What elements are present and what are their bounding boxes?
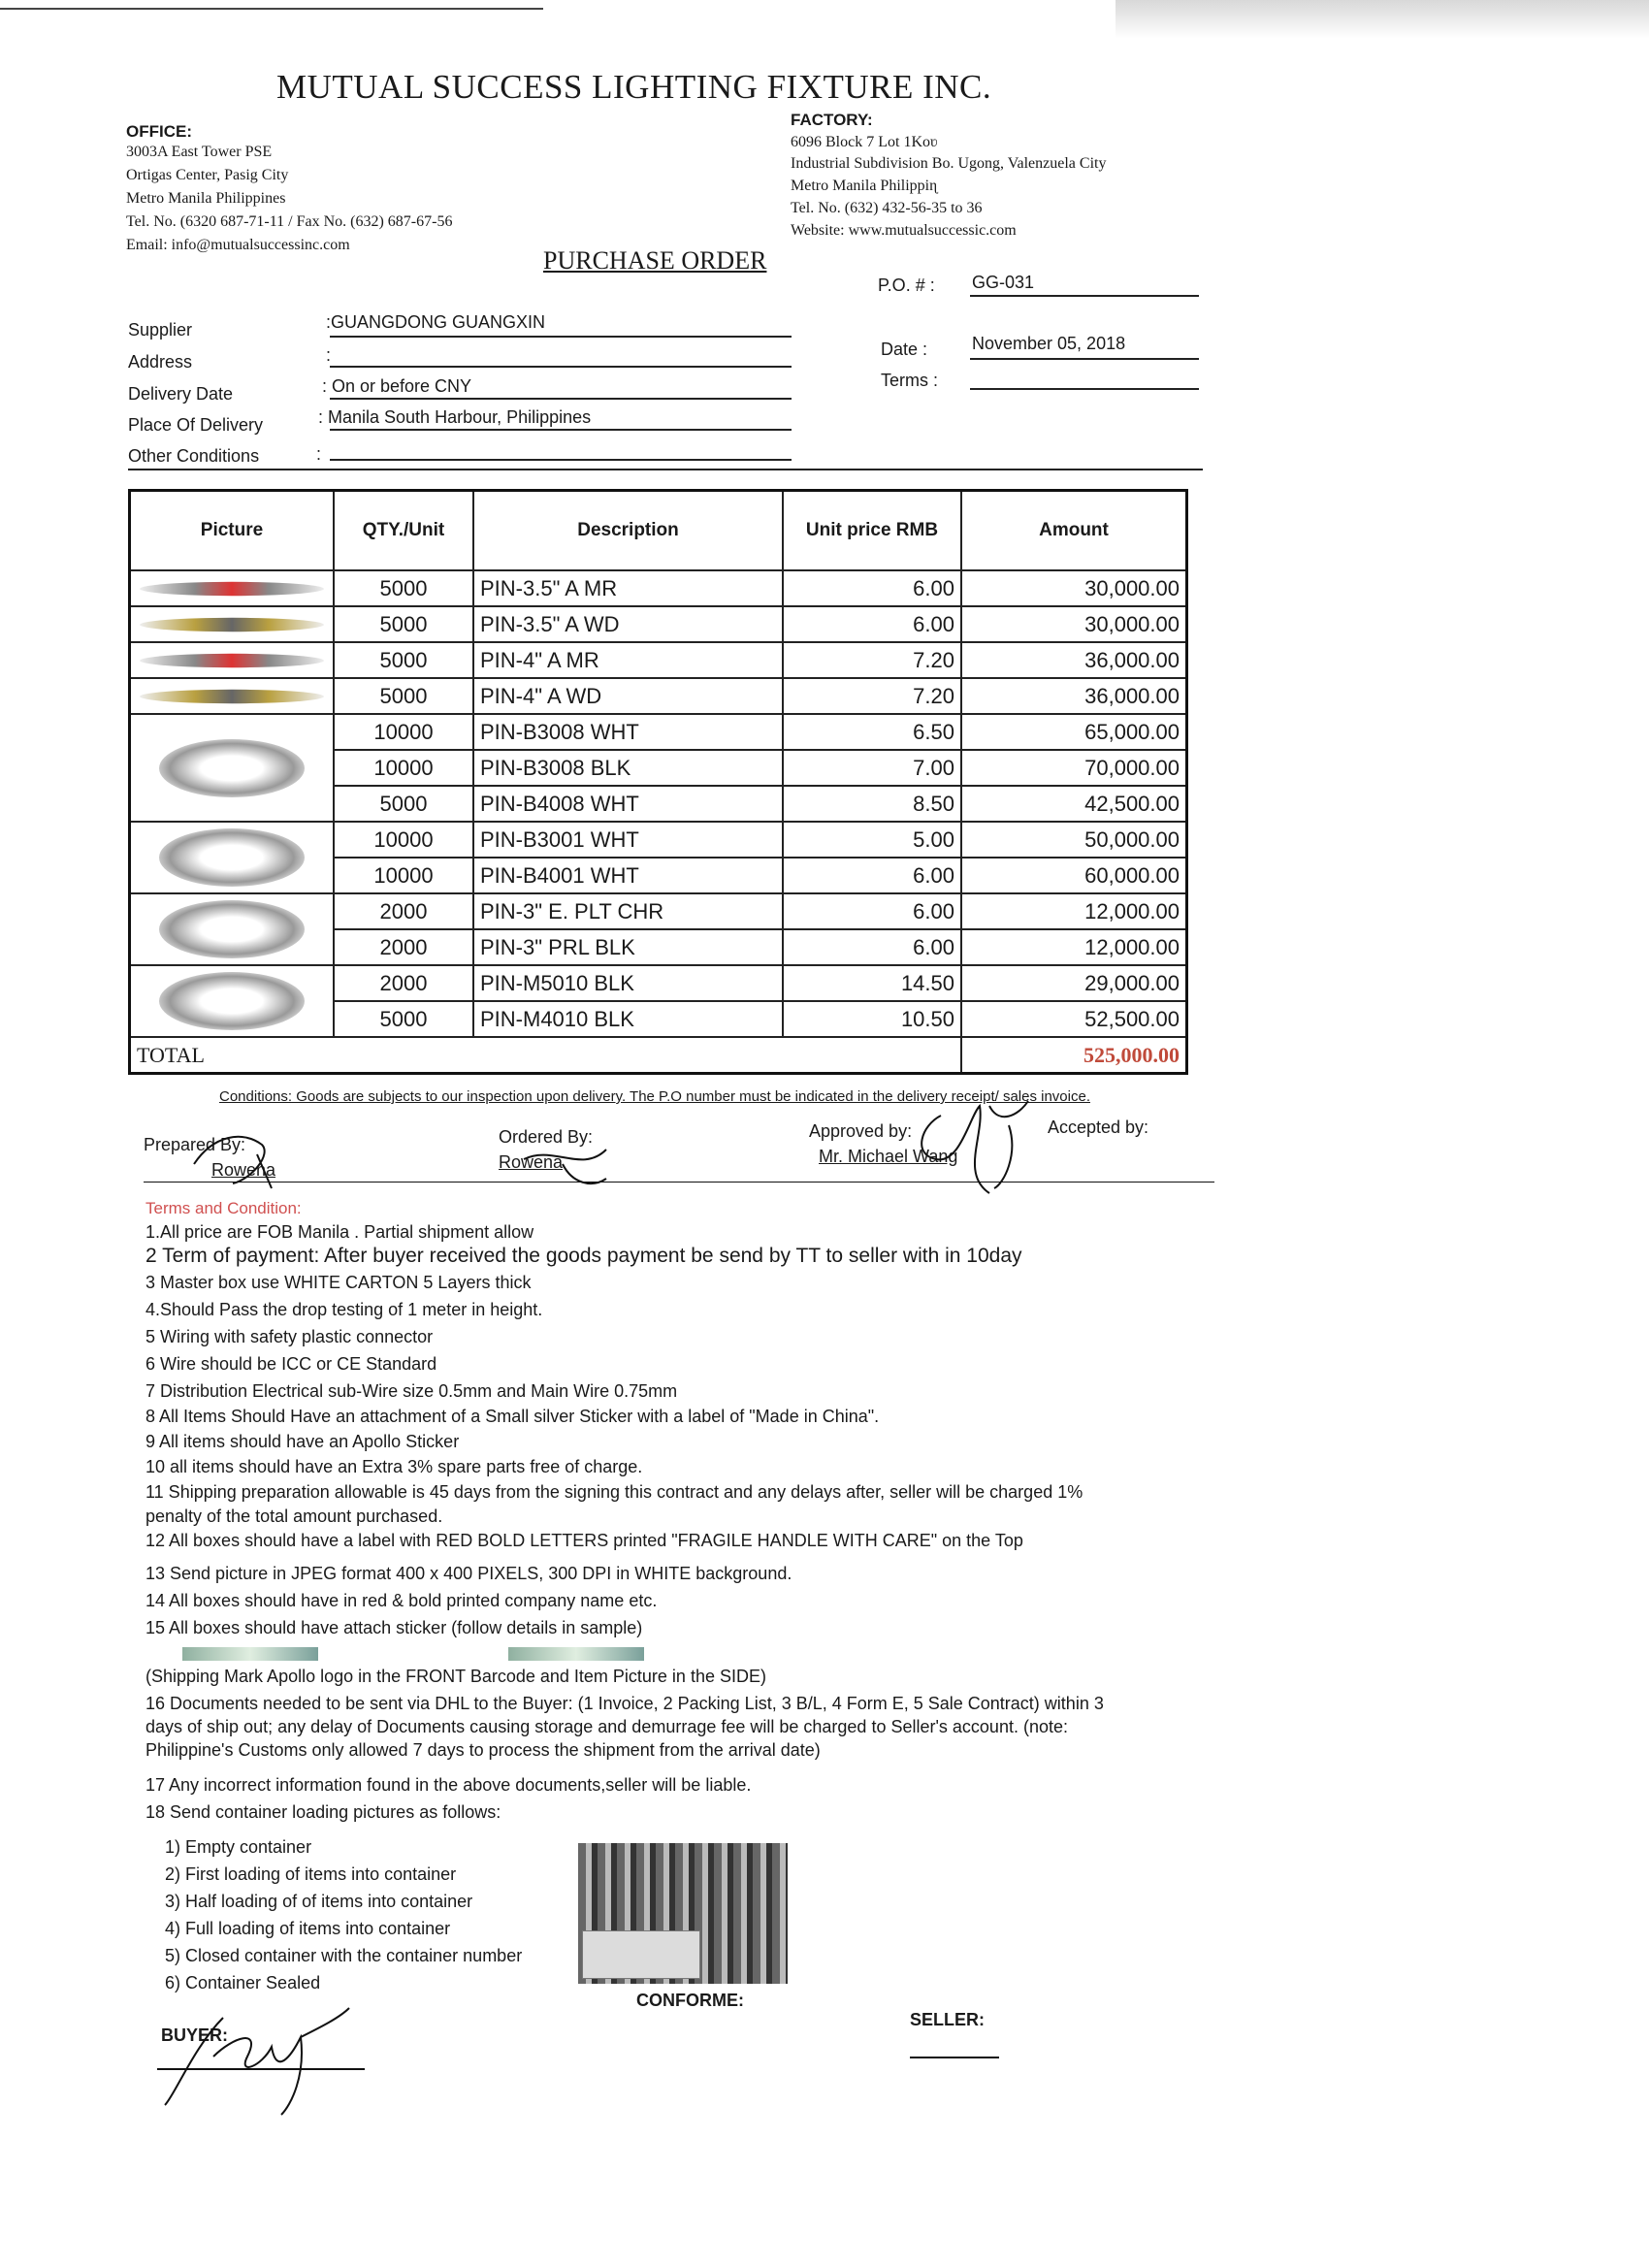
qty-cell: 5000 xyxy=(334,570,473,606)
term-item: 7 Distribution Electrical sub-Wire size 0.5mm and Main Wire 0.75mm xyxy=(146,1381,678,1401)
amount-cell: 30,000.00 xyxy=(961,606,1187,642)
table-row xyxy=(130,642,1187,678)
term-item: 14 All boxes should have in red & bold printed company name etc. xyxy=(146,1591,658,1610)
col-unit-price: Unit price RMB xyxy=(783,491,961,571)
term-item: 3 Master box use WHITE CARTON 5 Layers thick xyxy=(146,1273,532,1292)
seller-label: SELLER: xyxy=(910,2010,986,2029)
unit-price-cell: 10.50 xyxy=(783,1001,961,1037)
product-image xyxy=(130,678,335,714)
ordered-by-name: Rowena xyxy=(499,1152,564,1172)
signature-ordered xyxy=(514,1125,621,1193)
place-of-delivery-label: Place Of Delivery xyxy=(128,415,264,435)
amount-cell: 60,000.00 xyxy=(961,858,1187,893)
terms-label: Terms : xyxy=(881,371,939,390)
term-item: 5 Wiring with safety plastic connector xyxy=(146,1327,434,1346)
term-item: 3) Half loading of of items into container xyxy=(165,1892,473,1911)
factory-line: Website: www.mutualsuccessic.com xyxy=(791,222,1017,239)
unit-price-cell: 7.20 xyxy=(783,642,961,678)
terms-heading: Terms and Condition: xyxy=(146,1199,302,1217)
table-row xyxy=(130,965,1187,1001)
downlight-image xyxy=(159,739,305,797)
term-item: 16 Documents needed to be sent via DHL to the Buyer: (1 Invoice, 2 Packing List, 3 B/L, 4 Form E, 5 Sale Contract) within 3 xyxy=(146,1694,1104,1713)
unit-price-cell: 6.00 xyxy=(783,893,961,929)
amount-cell: 42,500.00 xyxy=(961,786,1187,822)
unit-price-cell: 7.20 xyxy=(783,678,961,714)
qty-cell: 2000 xyxy=(334,893,473,929)
desc-cell: PIN-3.5" A WD xyxy=(473,606,783,642)
desc-cell: PIN-M4010 BLK xyxy=(473,1001,783,1037)
items-table xyxy=(128,489,1188,1075)
qty-cell: 5000 xyxy=(334,786,473,822)
amount-cell: 12,000.00 xyxy=(961,893,1187,929)
downlight-image xyxy=(159,900,305,958)
unit-price-cell: 7.00 xyxy=(783,750,961,786)
desc-cell: PIN-3.5" A MR xyxy=(473,570,783,606)
unit-price-cell: 6.00 xyxy=(783,606,961,642)
qty-cell: 5000 xyxy=(334,606,473,642)
amount-cell: 30,000.00 xyxy=(961,570,1187,606)
downlight-image xyxy=(159,972,305,1030)
company-name: MUTUAL SUCCESS LIGHTING FIXTURE INC. xyxy=(276,68,992,106)
accepted-by-label: Accepted by: xyxy=(1048,1118,1149,1137)
amount-cell: 50,000.00 xyxy=(961,822,1187,858)
term-item: (Shipping Mark Apollo logo in the FRONT Barcode and Item Picture in the SIDE) xyxy=(146,1667,766,1686)
term-item: 17 Any incorrect information found in the above documents,seller will be liable. xyxy=(146,1775,752,1795)
product-image xyxy=(130,822,335,893)
place-of-delivery-value: : Manila South Harbour, Philippines xyxy=(318,407,592,427)
col-amount: Amount xyxy=(961,491,1187,571)
date-label: Date : xyxy=(881,340,928,359)
prepared-by-name: Rowena xyxy=(211,1160,276,1180)
table-row xyxy=(130,570,1187,606)
approved-by-label: Approved by: xyxy=(809,1121,913,1141)
office-line: Ortigas Center, Pasig City xyxy=(126,167,289,183)
desc-cell: PIN-3" PRL BLK xyxy=(473,929,783,965)
amount-cell: 29,000.00 xyxy=(961,965,1187,1001)
factory-line: Industrial Subdivision Bo. Ugong, Valenzuela City xyxy=(791,155,1107,172)
conditions-note: Conditions: Goods are subjects to our inspection upon delivery. The P.O number must be indicated in the delivery receipt/ sales invoice. xyxy=(219,1088,1090,1105)
term-item: 5) Closed container with the container number xyxy=(165,1946,523,1965)
qty-cell: 10000 xyxy=(334,750,473,786)
office-line: Metro Manila Philippines xyxy=(126,190,286,207)
table-row xyxy=(130,714,1187,750)
term-item: 12 All boxes should have a label with RED BOLD LETTERS printed "FRAGILE HANDLE WITH CARE" on the Top xyxy=(146,1531,1023,1550)
product-image xyxy=(130,642,335,678)
amount-cell: 12,000.00 xyxy=(961,929,1187,965)
buyer-label: BUYER: xyxy=(161,2025,229,2045)
unit-price-cell: 6.50 xyxy=(783,714,961,750)
total-label: TOTAL xyxy=(130,1037,962,1074)
term-item: 18 Send container loading pictures as follows: xyxy=(146,1802,501,1822)
downlight-image xyxy=(140,653,324,666)
qty-cell: 10000 xyxy=(334,714,473,750)
sticker-sample-image xyxy=(508,1647,644,1661)
supplier-underline xyxy=(330,336,792,338)
downlight-image xyxy=(140,689,324,702)
term-item: penalty of the total amount purchased. xyxy=(146,1507,443,1526)
unit-price-cell: 14.50 xyxy=(783,965,961,1001)
container-boxes-photo xyxy=(582,1930,700,1979)
col-qty: QTY./Unit xyxy=(334,491,473,571)
signature-prepared xyxy=(175,1125,291,1193)
po-number-label: P.O. # : xyxy=(878,275,935,295)
qty-cell: 2000 xyxy=(334,965,473,1001)
table-row xyxy=(130,893,1187,929)
supplier-value: :GUANGDONG GUANGXIN xyxy=(326,312,546,332)
address-value: : xyxy=(326,345,332,365)
term-item: 6) Container Sealed xyxy=(165,1973,321,1993)
desc-cell: PIN-B4008 WHT xyxy=(473,786,783,822)
office-line: 3003A East Tower PSE xyxy=(126,144,273,160)
date-underline xyxy=(970,358,1199,360)
office-heading: OFFICE: xyxy=(126,122,192,141)
term-item: 13 Send picture in JPEG format 400 x 400 PIXELS, 300 DPI in WHITE background. xyxy=(146,1564,792,1583)
table-header-row xyxy=(130,491,1187,571)
seller-signature-line xyxy=(910,2057,999,2058)
desc-cell: PIN-3" E. PLT CHR xyxy=(473,893,783,929)
approved-by-name: Mr. Michael Wang xyxy=(819,1147,958,1166)
term-item: days of ship out; any delay of Documents causing storage and demurrage fee will be charged to Seller's account. (note: xyxy=(146,1717,1068,1736)
total-amount: 525,000.00 xyxy=(961,1037,1187,1074)
qty-cell: 5000 xyxy=(334,678,473,714)
office-line: Tel. No. (6320 687-71-11 / Fax No. (632) 687-67-56 xyxy=(126,213,453,230)
product-image xyxy=(130,965,335,1037)
office-line: Email: info@mutualsuccessinc.com xyxy=(126,237,350,253)
sticker-sample-image xyxy=(182,1647,318,1661)
purchase-order-title: PURCHASE ORDER xyxy=(543,246,767,275)
other-conditions-label: Other Conditions xyxy=(128,446,260,466)
ordered-by-label: Ordered By: xyxy=(499,1127,594,1147)
address-label: Address xyxy=(128,352,193,372)
terms-underline xyxy=(970,388,1199,390)
desc-cell: PIN-4" A WD xyxy=(473,678,783,714)
term-item: 4.Should Pass the drop testing of 1 meter in height. xyxy=(146,1300,543,1319)
product-image xyxy=(130,714,335,822)
amount-cell: 65,000.00 xyxy=(961,714,1187,750)
qty-cell: 2000 xyxy=(334,929,473,965)
col-description: Description xyxy=(473,491,783,571)
product-image xyxy=(130,893,335,965)
qty-cell: 10000 xyxy=(334,858,473,893)
desc-cell: PIN-B3001 WHT xyxy=(473,822,783,858)
total-row xyxy=(130,1037,1187,1074)
scan-edge-shadow xyxy=(1116,0,1649,39)
factory-heading: FACTORY: xyxy=(791,111,873,129)
downlight-image xyxy=(140,617,324,631)
desc-cell: PIN-B3008 BLK xyxy=(473,750,783,786)
col-picture: Picture xyxy=(130,491,335,571)
downlight-image xyxy=(140,581,324,595)
unit-price-cell: 5.00 xyxy=(783,822,961,858)
term-item: 2 Term of payment: After buyer received the goods payment be send by TT to seller with in 10day xyxy=(146,1245,1022,1267)
date-value: November 05, 2018 xyxy=(972,334,1126,353)
place-underline xyxy=(330,429,792,431)
qty-cell: 5000 xyxy=(334,1001,473,1037)
header-divider xyxy=(128,469,1203,470)
unit-price-cell: 6.00 xyxy=(783,929,961,965)
po-number-value: GG-031 xyxy=(972,273,1035,292)
other-conditions-value: : xyxy=(316,444,322,464)
factory-line: Tel. No. (632) 432-56-35 to 36 xyxy=(791,200,983,216)
delivery-date-underline xyxy=(330,398,792,400)
address-underline xyxy=(330,366,792,368)
amount-cell: 52,500.00 xyxy=(961,1001,1187,1037)
unit-price-cell: 6.00 xyxy=(783,570,961,606)
table-row xyxy=(130,606,1187,642)
table-row xyxy=(130,822,1187,858)
term-item: 11 Shipping preparation allowable is 45 days from the signing this contract and any delays after, seller will be charged 1% xyxy=(146,1482,1083,1502)
term-item: 8 All Items Should Have an attachment of a Small silver Sticker with a label of "Made in China". xyxy=(146,1407,880,1426)
term-item: 4) Full loading of items into container xyxy=(165,1919,451,1938)
desc-cell: PIN-4" A MR xyxy=(473,642,783,678)
desc-cell: PIN-B3008 WHT xyxy=(473,714,783,750)
supplier-label: Supplier xyxy=(128,320,193,340)
term-item: 6 Wire should be ICC or CE Standard xyxy=(146,1354,437,1374)
prepared-by-label: Prepared By: xyxy=(144,1135,246,1154)
term-item: Philippine's Customs only allowed 7 days to process the shipment from the arrival date) xyxy=(146,1740,821,1760)
factory-line: Metro Manila Philippiɳ xyxy=(791,178,938,194)
signature-buyer xyxy=(155,1998,407,2124)
conforme-label: CONFORME: xyxy=(636,1991,744,2010)
po-number-underline xyxy=(970,295,1199,297)
desc-cell: PIN-B4001 WHT xyxy=(473,858,783,893)
amount-cell: 36,000.00 xyxy=(961,642,1187,678)
unit-price-cell: 8.50 xyxy=(783,786,961,822)
unit-price-cell: 6.00 xyxy=(783,858,961,893)
delivery-date-label: Delivery Date xyxy=(128,384,234,404)
scan-top-line xyxy=(0,8,543,10)
amount-cell: 36,000.00 xyxy=(961,678,1187,714)
product-image xyxy=(130,606,335,642)
qty-cell: 10000 xyxy=(334,822,473,858)
delivery-date-value: : On or before CNY xyxy=(322,376,472,396)
desc-cell: PIN-M5010 BLK xyxy=(473,965,783,1001)
term-item: 2) First loading of items into container xyxy=(165,1864,457,1884)
product-image xyxy=(130,570,335,606)
term-item: 10 all items should have an Extra 3% spare parts free of charge. xyxy=(146,1457,643,1476)
amount-cell: 70,000.00 xyxy=(961,750,1187,786)
term-item: 15 All boxes should have attach sticker (follow details in sample) xyxy=(146,1618,643,1637)
term-item: 1.All price are FOB Manila . Partial shipment allow xyxy=(146,1222,534,1242)
downlight-image xyxy=(159,828,305,887)
factory-line: 6096 Block 7 Lot 1Koʋ xyxy=(791,134,938,150)
term-item: 9 All items should have an Apollo Sticker xyxy=(146,1432,460,1451)
qty-cell: 5000 xyxy=(334,642,473,678)
term-item: 1) Empty container xyxy=(165,1837,312,1857)
other-underline xyxy=(330,459,792,461)
table-row xyxy=(130,678,1187,714)
signature-approved xyxy=(873,1086,1067,1203)
